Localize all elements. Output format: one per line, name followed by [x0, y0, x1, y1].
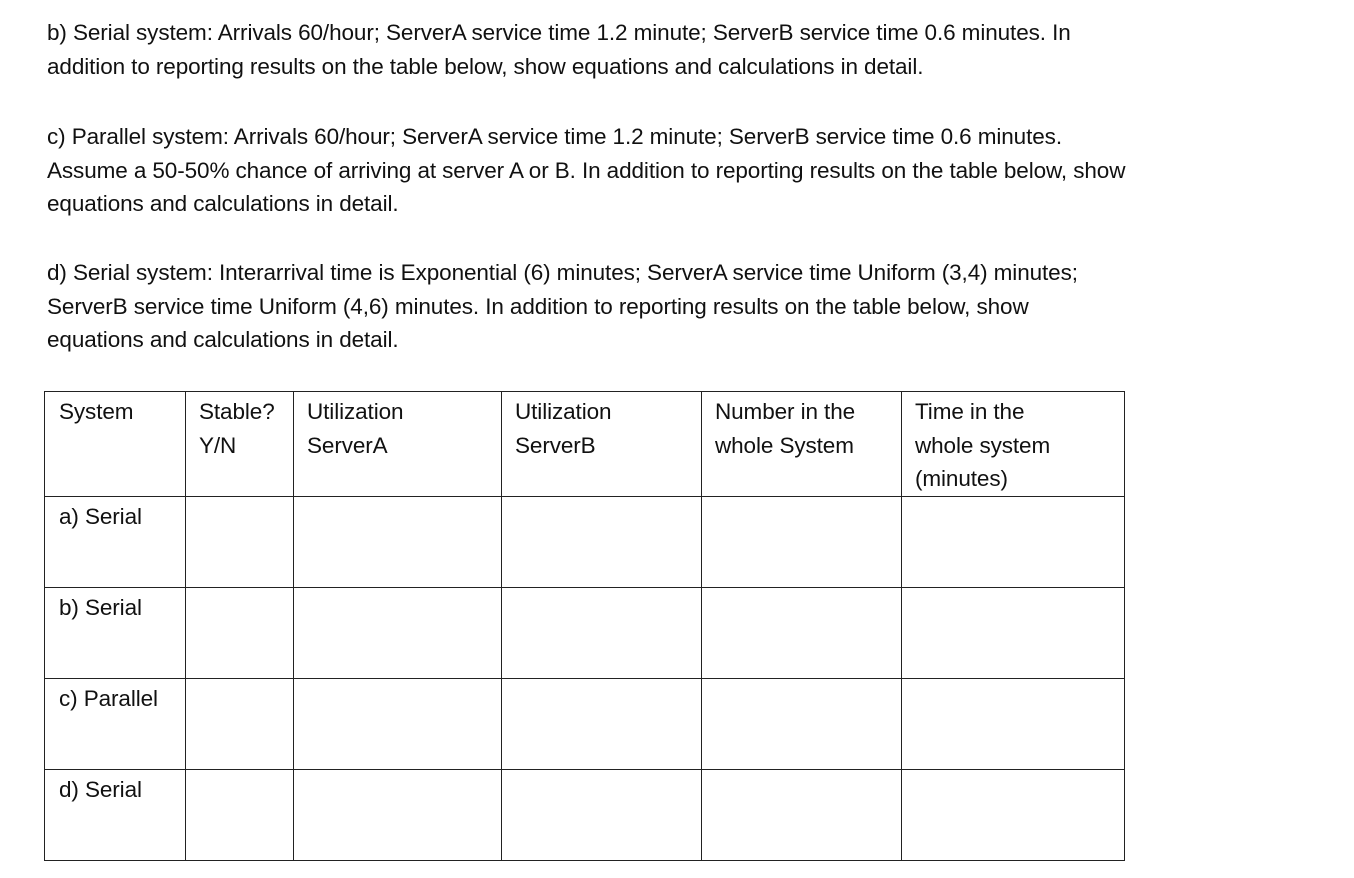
cell-utilization-a[interactable] [294, 678, 502, 769]
question-b-line-1: b) Serial system: Arrivals 60/hour; ServerA service time 1.2 minute; ServerB service time 0.6 minutes. In [47, 20, 1071, 45]
question-b-text [47, 16, 1071, 83]
header-util-a-line-1: Utilization [307, 399, 404, 424]
header-stable-line-2: Y/N [199, 432, 237, 458]
header-number-in-system [702, 392, 902, 497]
cell-number-in-system[interactable] [702, 678, 902, 769]
cell-stable[interactable] [186, 678, 294, 769]
header-number-line-2: whole System [715, 432, 854, 458]
header-time-line-2: whole system [915, 432, 1051, 458]
cell-time-in-system[interactable] [902, 769, 1125, 860]
question-c-line-3: equations and calculations in detail. [47, 191, 399, 216]
cell-system: c) Parallel [45, 678, 186, 769]
question-b-line-2: addition to reporting results on the table below, show equations and calculations in detail. [47, 53, 924, 79]
cell-stable[interactable] [186, 587, 294, 678]
header-util-b-line-1: Utilization [515, 399, 612, 424]
header-time-line-1: Time in the [915, 399, 1025, 424]
cell-stable[interactable] [186, 769, 294, 860]
header-system [45, 392, 186, 497]
cell-number-in-system[interactable] [702, 587, 902, 678]
cell-system: d) Serial [45, 769, 186, 860]
table-header-row [45, 392, 1125, 497]
table-row [45, 769, 1125, 860]
cell-utilization-b[interactable] [502, 496, 702, 587]
table-row [45, 678, 1125, 769]
header-time-line-3: (minutes) [915, 466, 1008, 491]
cell-utilization-b[interactable] [502, 769, 702, 860]
question-d-text [47, 256, 1078, 357]
cell-system: a) Serial [45, 496, 186, 587]
cell-utilization-a[interactable] [294, 587, 502, 678]
header-number-line-1: Number in the [715, 399, 856, 424]
cell-time-in-system[interactable] [902, 678, 1125, 769]
cell-time-in-system[interactable] [902, 496, 1125, 587]
header-stable-line-1: Stable? [199, 399, 275, 424]
cell-utilization-a[interactable] [294, 496, 502, 587]
table-row [45, 587, 1125, 678]
results-table [44, 391, 1125, 861]
cell-time-in-system[interactable] [902, 587, 1125, 678]
cell-stable[interactable] [186, 496, 294, 587]
header-utilization-server-a [294, 392, 502, 497]
question-c-text [47, 120, 1125, 221]
cell-number-in-system[interactable] [702, 769, 902, 860]
question-c-line-1: c) Parallel system: Arrivals 60/hour; ServerA service time 1.2 minute; ServerB service time 0.6 minutes. [47, 124, 1062, 149]
header-time-in-system [902, 392, 1125, 497]
question-d-line-2: ServerB service time Uniform (4,6) minutes. In addition to reporting results on the table below, show [47, 293, 1029, 319]
cell-utilization-b[interactable] [502, 678, 702, 769]
header-system-line-1: System [59, 399, 134, 424]
cell-utilization-a[interactable] [294, 769, 502, 860]
header-stable [186, 392, 294, 497]
header-util-a-line-2: ServerA [307, 432, 388, 458]
header-util-b-line-2: ServerB [515, 432, 596, 458]
cell-system: b) Serial [45, 587, 186, 678]
header-utilization-server-b [502, 392, 702, 497]
question-d-line-3: equations and calculations in detail. [47, 327, 399, 352]
cell-utilization-b[interactable] [502, 587, 702, 678]
cell-number-in-system[interactable] [702, 496, 902, 587]
question-c-line-2: Assume a 50-50% chance of arriving at server A or B. In addition to reporting results on the table below, show [47, 157, 1126, 183]
table-row [45, 496, 1125, 587]
question-d-line-1: d) Serial system: Interarrival time is Exponential (6) minutes; ServerA service time Uniform (3,4) minutes; [47, 260, 1078, 285]
